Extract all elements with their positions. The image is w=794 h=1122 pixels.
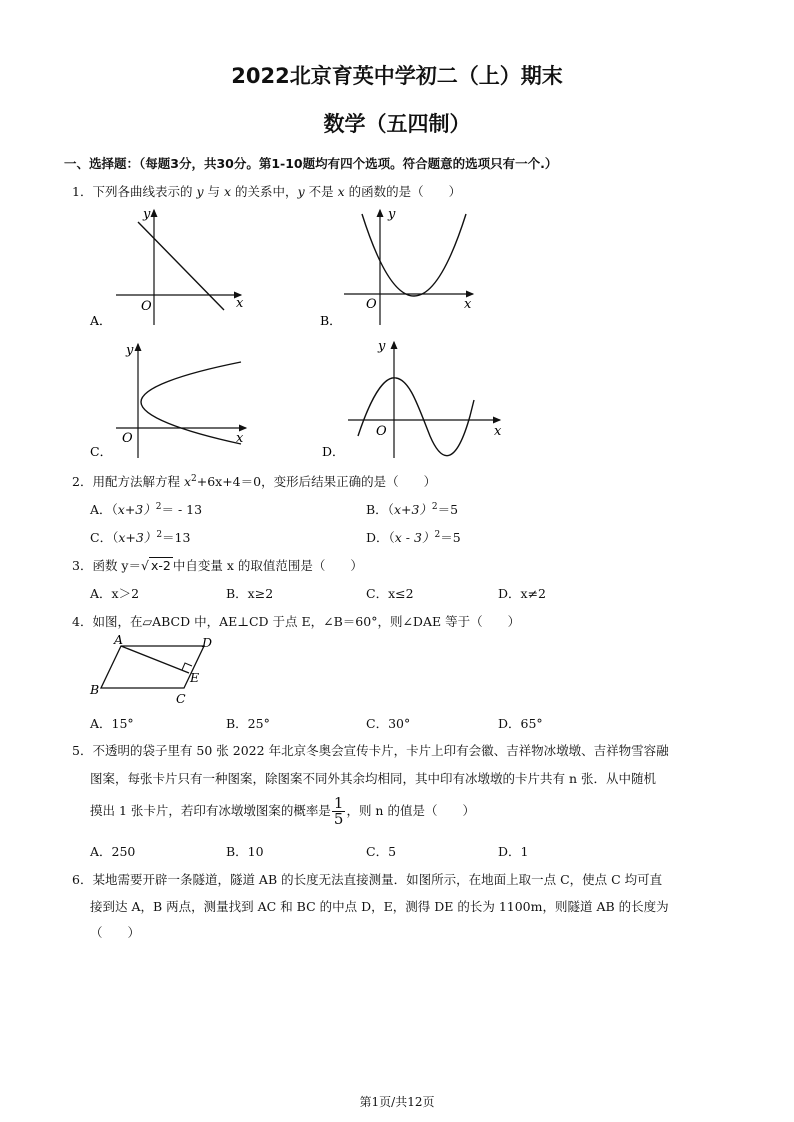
q2-option-d: D．（x - 3）$^2$＝5 — [366, 529, 461, 545]
q4-option-d: D．65° — [498, 716, 543, 731]
question-6-line-2: 接到达 A，B 两点，测量找到 AC 和 BC 的中点 D，E，测得 DE 的长为 1100m，则隧道 AB 的长度为 — [90, 899, 669, 914]
q5-option-d: D．1 — [498, 844, 529, 859]
q3-option-b: B．x≥2 — [226, 586, 274, 601]
q2-option-a: A．$(x+3)^2= - 13$ — [90, 501, 203, 517]
graph-option-b — [318, 200, 488, 330]
point-e-label: E — [190, 670, 200, 685]
x-label: x — [494, 424, 502, 439]
curve-wave — [358, 378, 474, 456]
section-header: 一、选择题：（每题3分，共30分。第1-10题均有四个选项。符合题意的选项只有一个.） — [64, 156, 558, 171]
q2-option-c: C．$(x+3)^2=13$ — [90, 529, 191, 545]
y-label: y — [143, 207, 151, 222]
origin-label: O — [366, 297, 377, 312]
option-label-d: D． — [322, 444, 345, 459]
q2-option-b: B．$(x+3)^2=5$ — [366, 501, 459, 517]
option-label-c: C． — [90, 444, 113, 459]
graph-option-d — [318, 336, 508, 461]
q4-option-c: C．30° — [366, 716, 411, 731]
x-label: x — [236, 296, 244, 311]
question-6-line-3: （ ） — [90, 925, 141, 940]
q5-option-c: C．5 — [366, 844, 397, 859]
page-footer: 第1页/共12页 — [359, 1095, 435, 1109]
point-d-label: D — [202, 635, 213, 650]
document-title: 2022北京育英中学初二（上）期末 — [231, 64, 563, 88]
question-2-stem: 2．用配方法解方程 $x^2+6x+4=0$，变形后结果正确的是（ ） — [72, 473, 437, 489]
origin-label: O — [376, 424, 387, 439]
origin-label: O — [122, 431, 133, 446]
q5-option-b: B．10 — [226, 844, 264, 859]
parallelogram-figure — [86, 632, 226, 707]
graph-option-c — [86, 336, 256, 461]
curve-line — [138, 222, 224, 310]
point-a-label: A — [114, 632, 124, 647]
document-subtitle: 数学（五四制） — [323, 112, 471, 136]
question-5-line-3: 摸出 1 张卡片，若印有冰墩墩图案的概率是 $\frac{1}{5}$ ，则 n 的值是（ ） — [90, 794, 475, 828]
parallelogram-abcd — [101, 646, 204, 688]
y-label: y — [388, 207, 396, 222]
x-label: x — [464, 297, 472, 312]
x-label: x — [236, 431, 244, 446]
right-angle-mark — [182, 663, 192, 670]
option-label-a: A． — [90, 313, 112, 328]
q5-option-a: A．250 — [90, 844, 136, 859]
curve-sideways-parabola — [141, 362, 241, 444]
origin-label: O — [141, 299, 152, 314]
graph-option-a — [86, 200, 256, 330]
question-1-stem: 1．下列各曲线表示的 y 与 x 的关系中，y 不是 x 的函数的是（ ） — [72, 184, 462, 199]
radicand: x-2 — [150, 558, 171, 573]
y-label: y — [126, 343, 134, 358]
q3-option-a: A．x＞2 — [90, 586, 140, 601]
question-5-line-2: 图案，每张卡片只有一种图案，除图案不同外其余均相同，其中印有冰墩墩的卡片共有 n 张．从中随机 — [90, 771, 656, 786]
point-c-label: C — [176, 691, 186, 706]
question-5-line-1: 5．不透明的袋子里有 50 张 2022 年北京冬奥会宣传卡片，卡片上印有会徽、吉祥物冰墩墩、吉祥物雪容融 — [72, 743, 669, 758]
q3-option-c: C．x≤2 — [366, 586, 414, 601]
option-label-b: B． — [320, 313, 342, 328]
point-b-label: B — [90, 682, 100, 697]
question-3-stem: 3．函数 y＝√ x-2 中自变量 x 的取值范围是（ ） — [72, 558, 363, 573]
question-4-stem: 4．如图，在▱ABCD 中，AE⊥CD 于点 E，∠B＝60°，则∠DAE 等于（ ） — [72, 614, 521, 629]
curve-parabola — [362, 214, 466, 296]
fraction: $\frac{1}{5}$ — [333, 794, 344, 828]
q4-option-a: A．15° — [90, 716, 134, 731]
q3-option-d: D．x≠2 — [498, 586, 546, 601]
q4-option-b: B．25° — [226, 716, 270, 731]
question-6-line-1: 6．某地需要开辟一条隧道，隧道 AB 的长度无法直接测量．如图所示，在地面上取一点 C，使点 C 均可直 — [72, 872, 663, 887]
segment-ae — [121, 646, 189, 673]
y-label: y — [378, 339, 386, 354]
